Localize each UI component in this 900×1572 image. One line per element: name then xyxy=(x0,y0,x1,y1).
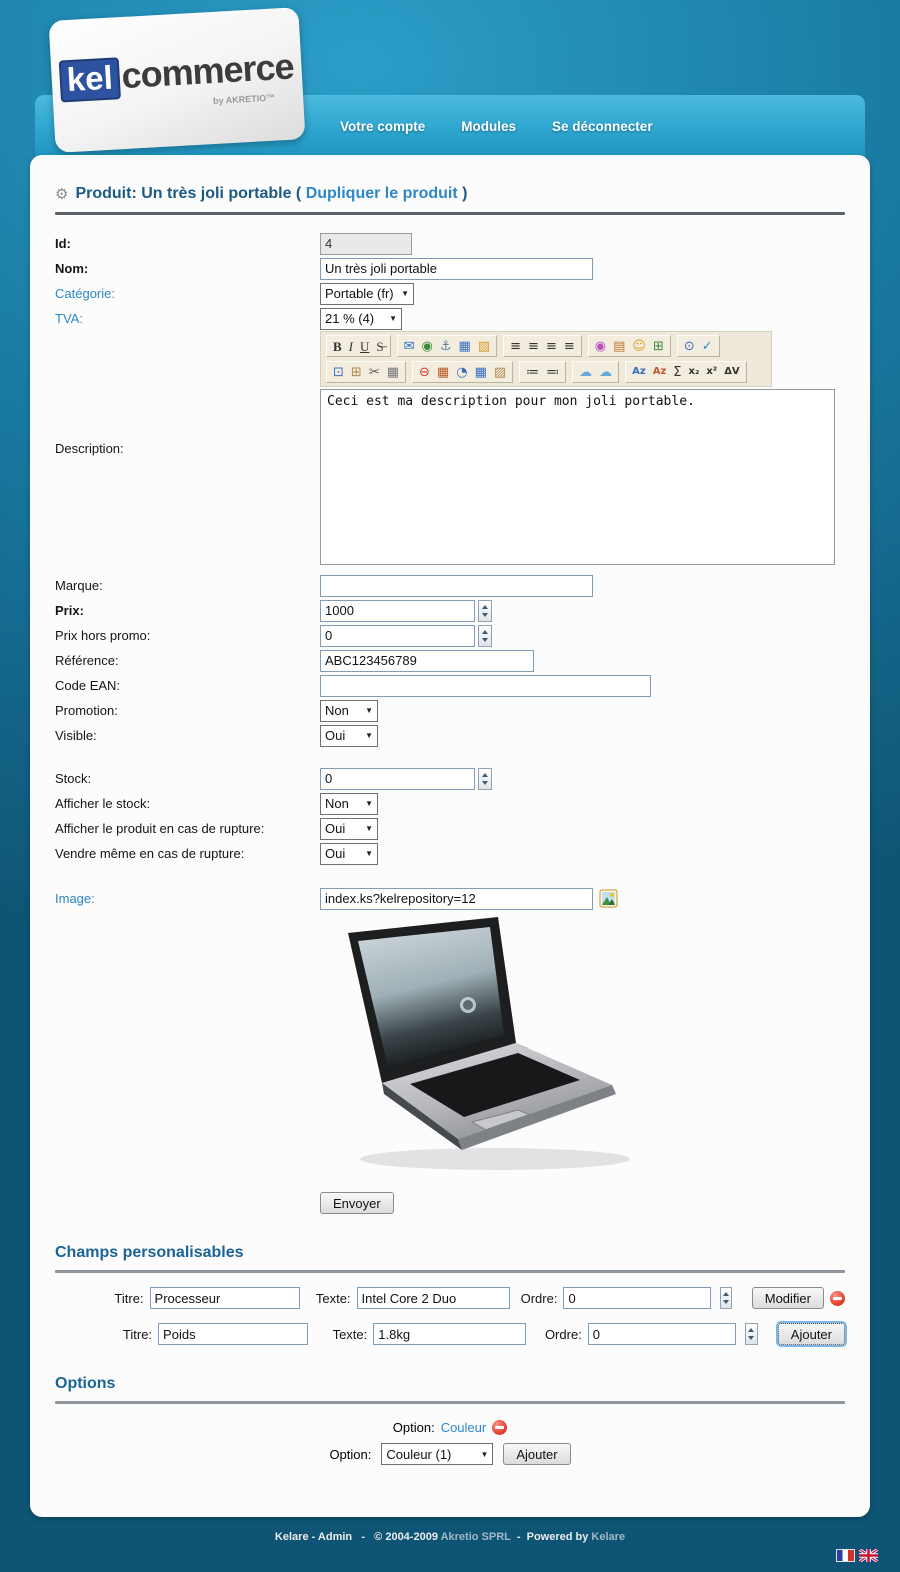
marque-input[interactable] xyxy=(320,575,593,597)
title-divider xyxy=(55,212,845,215)
stock-stepper[interactable] xyxy=(478,768,492,790)
visible-select-value: Oui xyxy=(325,728,346,743)
footer-kelare-link[interactable]: Kelare xyxy=(591,1531,626,1543)
superscript-icon[interactable]: x² xyxy=(706,366,718,377)
form-row-visible xyxy=(55,723,845,748)
image-label[interactable]: Image: xyxy=(55,891,95,906)
custom-field-row-2 xyxy=(97,1323,845,1345)
chevron-down-icon: ▼ xyxy=(389,314,397,323)
code-ean-label: Code EAN: xyxy=(55,678,121,693)
prix-input[interactable] xyxy=(320,600,475,622)
chevron-down-icon: ▼ xyxy=(365,706,373,715)
categorie-select-value: Portable (fr) xyxy=(325,286,394,301)
underline-icon[interactable]: U xyxy=(360,338,370,354)
tva-select[interactable] xyxy=(320,308,402,330)
chevron-down-icon: ▼ xyxy=(365,824,373,833)
email-icon[interactable]: ✉ xyxy=(403,338,415,354)
option-select-value: Couleur (1) xyxy=(386,1446,452,1462)
insert-image-icon[interactable]: ▦ xyxy=(458,338,471,354)
texte-label: Texte: xyxy=(315,1290,351,1306)
toolbar-group-comments xyxy=(572,361,619,383)
page-title-text: Produit: Un très joli portable ( Dupliquer le produit ) xyxy=(75,185,468,202)
image-input[interactable] xyxy=(320,888,593,910)
ordre-label: Ordre: xyxy=(520,1290,558,1306)
product-form xyxy=(55,231,845,1465)
form-row-image xyxy=(55,886,845,911)
id-label: Id: xyxy=(55,236,71,251)
ordre-label: Ordre: xyxy=(544,1326,582,1342)
align-justify-icon[interactable]: ≡ xyxy=(563,338,575,354)
form-row-nom xyxy=(55,256,845,281)
afficher-rupture-select[interactable] xyxy=(320,818,378,840)
language-switcher xyxy=(836,1549,878,1562)
form-row-id xyxy=(55,231,845,256)
form-row-marque xyxy=(55,573,845,598)
footer-akretio-link[interactable]: Akretio SPRL xyxy=(440,1531,511,1543)
form-row-afficher-rupture xyxy=(55,816,845,841)
remove-icon[interactable]: ⊖ xyxy=(419,364,430,380)
bold-icon[interactable]: B xyxy=(333,338,342,354)
envoyer-button[interactable]: Envoyer xyxy=(320,1192,394,1214)
paste-icon[interactable]: ⊞ xyxy=(350,364,362,380)
nav-se-deconnecter[interactable]: Se déconnecter xyxy=(552,118,653,134)
toolbar-group-media xyxy=(588,335,671,357)
option-select[interactable] xyxy=(381,1443,493,1465)
browse-image-icon[interactable] xyxy=(599,889,618,908)
footer-copyright: © 2004-2009 xyxy=(374,1531,438,1543)
modifier-button[interactable]: Modifier xyxy=(752,1287,824,1309)
ordre-stepper-1[interactable] xyxy=(720,1287,731,1309)
insert-template-icon[interactable]: ⊞ xyxy=(652,338,664,354)
vendre-rupture-label: Vendre même en cas de rupture: xyxy=(55,846,245,861)
toolbar-group-lists xyxy=(519,361,566,383)
form-row-code-ean xyxy=(55,673,845,698)
toolbar-group-align xyxy=(503,335,582,357)
toolbar-group-format xyxy=(326,335,391,357)
prix-stepper[interactable] xyxy=(478,600,492,622)
custom-fields-divider xyxy=(55,1270,845,1273)
ordre-input-1[interactable] xyxy=(563,1287,711,1309)
preview-icon[interactable]: ⊙ xyxy=(683,338,695,354)
titre-input-1[interactable] xyxy=(150,1287,300,1309)
chevron-down-icon: ▼ xyxy=(365,849,373,858)
insert-form-icon[interactable]: ▨ xyxy=(493,364,507,380)
comment-remove-icon[interactable]: ☁ xyxy=(599,364,613,380)
toolbar-row-2 xyxy=(323,359,769,385)
special-chars-icon[interactable]: ΔV xyxy=(724,366,740,377)
visible-select[interactable] xyxy=(320,725,378,747)
logo-commerce-text: commerce xyxy=(120,45,295,96)
insert-media-icon[interactable]: ▧ xyxy=(477,338,491,354)
nom-input[interactable] xyxy=(320,258,593,280)
description-label: Description: xyxy=(55,440,124,456)
bullet-list-icon[interactable]: ≔ xyxy=(526,364,540,380)
toolbar-group-clipboard xyxy=(326,361,406,383)
chevron-down-icon: ▼ xyxy=(480,1449,489,1459)
promotion-label: Promotion: xyxy=(55,703,118,718)
ordre-stepper-2[interactable] xyxy=(745,1323,758,1345)
select-all-icon[interactable]: ▦ xyxy=(386,364,400,380)
form-row-description xyxy=(55,331,845,565)
afficher-stock-label: Afficher le stock: xyxy=(55,796,151,811)
copy-icon[interactable]: ⊡ xyxy=(333,364,344,380)
comment-icon[interactable]: ☁ xyxy=(579,364,593,380)
categorie-select[interactable] xyxy=(320,283,414,305)
link-icon[interactable]: ◉ xyxy=(421,338,433,354)
vendre-rupture-select[interactable] xyxy=(320,843,378,865)
option-couleur-link[interactable]: Couleur xyxy=(440,1420,487,1435)
options-heading: Options xyxy=(55,1375,116,1392)
italic-icon[interactable]: I xyxy=(348,338,354,354)
nav-modules[interactable]: Modules xyxy=(461,118,517,134)
strikethrough-icon[interactable]: S̶ xyxy=(376,338,384,354)
titre-label: Titre: xyxy=(114,1290,144,1306)
footer-app-name: Kelare - Admin xyxy=(274,1531,353,1543)
remove-option-icon[interactable] xyxy=(492,1420,507,1435)
stock-label: Stock: xyxy=(55,771,92,786)
sort-asc-icon[interactable]: Az xyxy=(632,366,646,377)
french-flag-icon[interactable] xyxy=(836,1549,855,1562)
option-label: Option: xyxy=(392,1420,435,1435)
prix-hors-promo-input[interactable] xyxy=(320,625,475,647)
insert-table-icon[interactable]: ▦ xyxy=(474,364,487,380)
custom-field-row-1 xyxy=(97,1287,845,1309)
subscript-icon[interactable]: x₂ xyxy=(688,366,700,377)
insert-date-icon[interactable]: ▦ xyxy=(436,364,450,380)
richtext-editor xyxy=(320,331,835,565)
afficher-stock-select[interactable] xyxy=(320,793,378,815)
content-card xyxy=(30,155,870,1517)
footer-powered-by: Powered by xyxy=(526,1531,589,1543)
vendre-rupture-select-value: Oui xyxy=(325,846,346,861)
option-existing-row xyxy=(55,1420,845,1435)
tva-select-value: 21 % (4) xyxy=(325,311,375,326)
anchor-icon[interactable]: ⚓ xyxy=(439,338,452,354)
sort-desc-icon[interactable]: Az xyxy=(652,366,667,377)
product-image xyxy=(320,915,642,1177)
promotion-select[interactable] xyxy=(320,700,378,722)
marque-label: Marque: xyxy=(55,578,103,593)
promotion-select-value: Non xyxy=(325,703,349,718)
ajouter-custom-field-button[interactable]: Ajouter xyxy=(778,1323,845,1345)
form-row-afficher-stock xyxy=(55,791,845,816)
prix-hors-promo-label: Prix hors promo: xyxy=(55,628,151,643)
form-row-prix-hors-promo xyxy=(55,623,845,648)
nav-votre-compte[interactable]: Votre compte xyxy=(340,118,426,134)
form-row-prix xyxy=(55,598,845,623)
form-row-tva xyxy=(55,306,845,331)
gallery-icon[interactable]: ▤ xyxy=(613,338,626,354)
uk-flag-icon[interactable] xyxy=(859,1549,878,1562)
form-row-promotion xyxy=(55,698,845,723)
description-textarea[interactable] xyxy=(320,389,835,565)
ajouter-option-button[interactable]: Ajouter xyxy=(503,1443,570,1465)
page-title xyxy=(55,185,845,203)
toolbar-group-chars xyxy=(625,361,747,383)
form-row-stock xyxy=(55,766,845,791)
chevron-down-icon: ▼ xyxy=(401,289,409,298)
options-divider xyxy=(55,1401,845,1404)
categorie-label[interactable]: Catégorie: xyxy=(55,286,115,301)
logo[interactable] xyxy=(49,7,306,153)
toolbar-row-1 xyxy=(323,333,769,359)
chevron-down-icon: ▼ xyxy=(365,799,373,808)
cut-icon[interactable]: ✂ xyxy=(368,364,380,380)
visible-label: Visible: xyxy=(55,728,97,743)
code-ean-input[interactable] xyxy=(320,675,651,697)
tva-label[interactable]: TVA: xyxy=(55,311,83,326)
color-wheel-icon[interactable]: ◉ xyxy=(594,338,607,354)
smiley-icon[interactable]: ☺ xyxy=(632,338,646,354)
numbered-list-icon[interactable]: ≕ xyxy=(546,364,560,380)
nom-label: Nom: xyxy=(55,261,89,276)
spellcheck-icon[interactable]: ✓ xyxy=(701,338,713,354)
logo-kel-badge: kel xyxy=(59,57,121,103)
prix-hors-promo-stepper[interactable] xyxy=(478,625,492,647)
duplicate-product-link[interactable]: Dupliquer le produit xyxy=(305,185,458,202)
afficher-rupture-label: Afficher le produit en cas de rupture: xyxy=(55,821,265,836)
stock-input[interactable] xyxy=(320,768,475,790)
form-row-reference xyxy=(55,648,845,673)
option-add-label: Option: xyxy=(329,1446,372,1462)
sum-icon[interactable]: Σ xyxy=(673,364,682,380)
titre-label: Titre: xyxy=(122,1326,153,1342)
toolbar-group-check xyxy=(677,335,720,357)
align-left-icon[interactable]: ≡ xyxy=(510,338,522,354)
toolbar-group-objects xyxy=(412,361,513,383)
prix-label: Prix: xyxy=(55,603,84,618)
editor-toolbar xyxy=(320,331,772,387)
chevron-down-icon: ▼ xyxy=(365,731,373,740)
submit-row xyxy=(320,1192,845,1214)
align-right-icon[interactable]: ≡ xyxy=(545,338,557,354)
reference-input[interactable] xyxy=(320,650,534,672)
id-input xyxy=(320,233,412,255)
logo-byline: by AKRETIO™ xyxy=(212,92,276,107)
reference-label: Référence: xyxy=(55,653,119,668)
texte-input-1[interactable] xyxy=(357,1287,510,1309)
titre-input-2[interactable] xyxy=(158,1323,308,1345)
afficher-rupture-select-value: Oui xyxy=(325,821,346,836)
form-row-categorie xyxy=(55,281,845,306)
afficher-stock-select-value: Non xyxy=(325,796,349,811)
form-row-vendre-rupture xyxy=(55,841,845,866)
custom-fields-heading: Champs personalisables xyxy=(55,1244,244,1261)
footer: Kelare - Admin - © 2004-2009 Akretio SPRL - Powered by Kelare xyxy=(274,1531,626,1543)
ordre-input-2[interactable] xyxy=(588,1323,736,1345)
remove-custom-field-icon[interactable] xyxy=(830,1291,845,1306)
align-center-icon[interactable]: ≡ xyxy=(528,338,539,354)
toolbar-group-insert xyxy=(397,335,498,357)
gear-icon: ⚙ xyxy=(55,186,69,203)
insert-time-icon[interactable]: ◔ xyxy=(456,364,468,380)
texte-label: Texte: xyxy=(332,1326,368,1342)
texte-input-2[interactable] xyxy=(373,1323,526,1345)
option-add-row xyxy=(55,1443,845,1465)
